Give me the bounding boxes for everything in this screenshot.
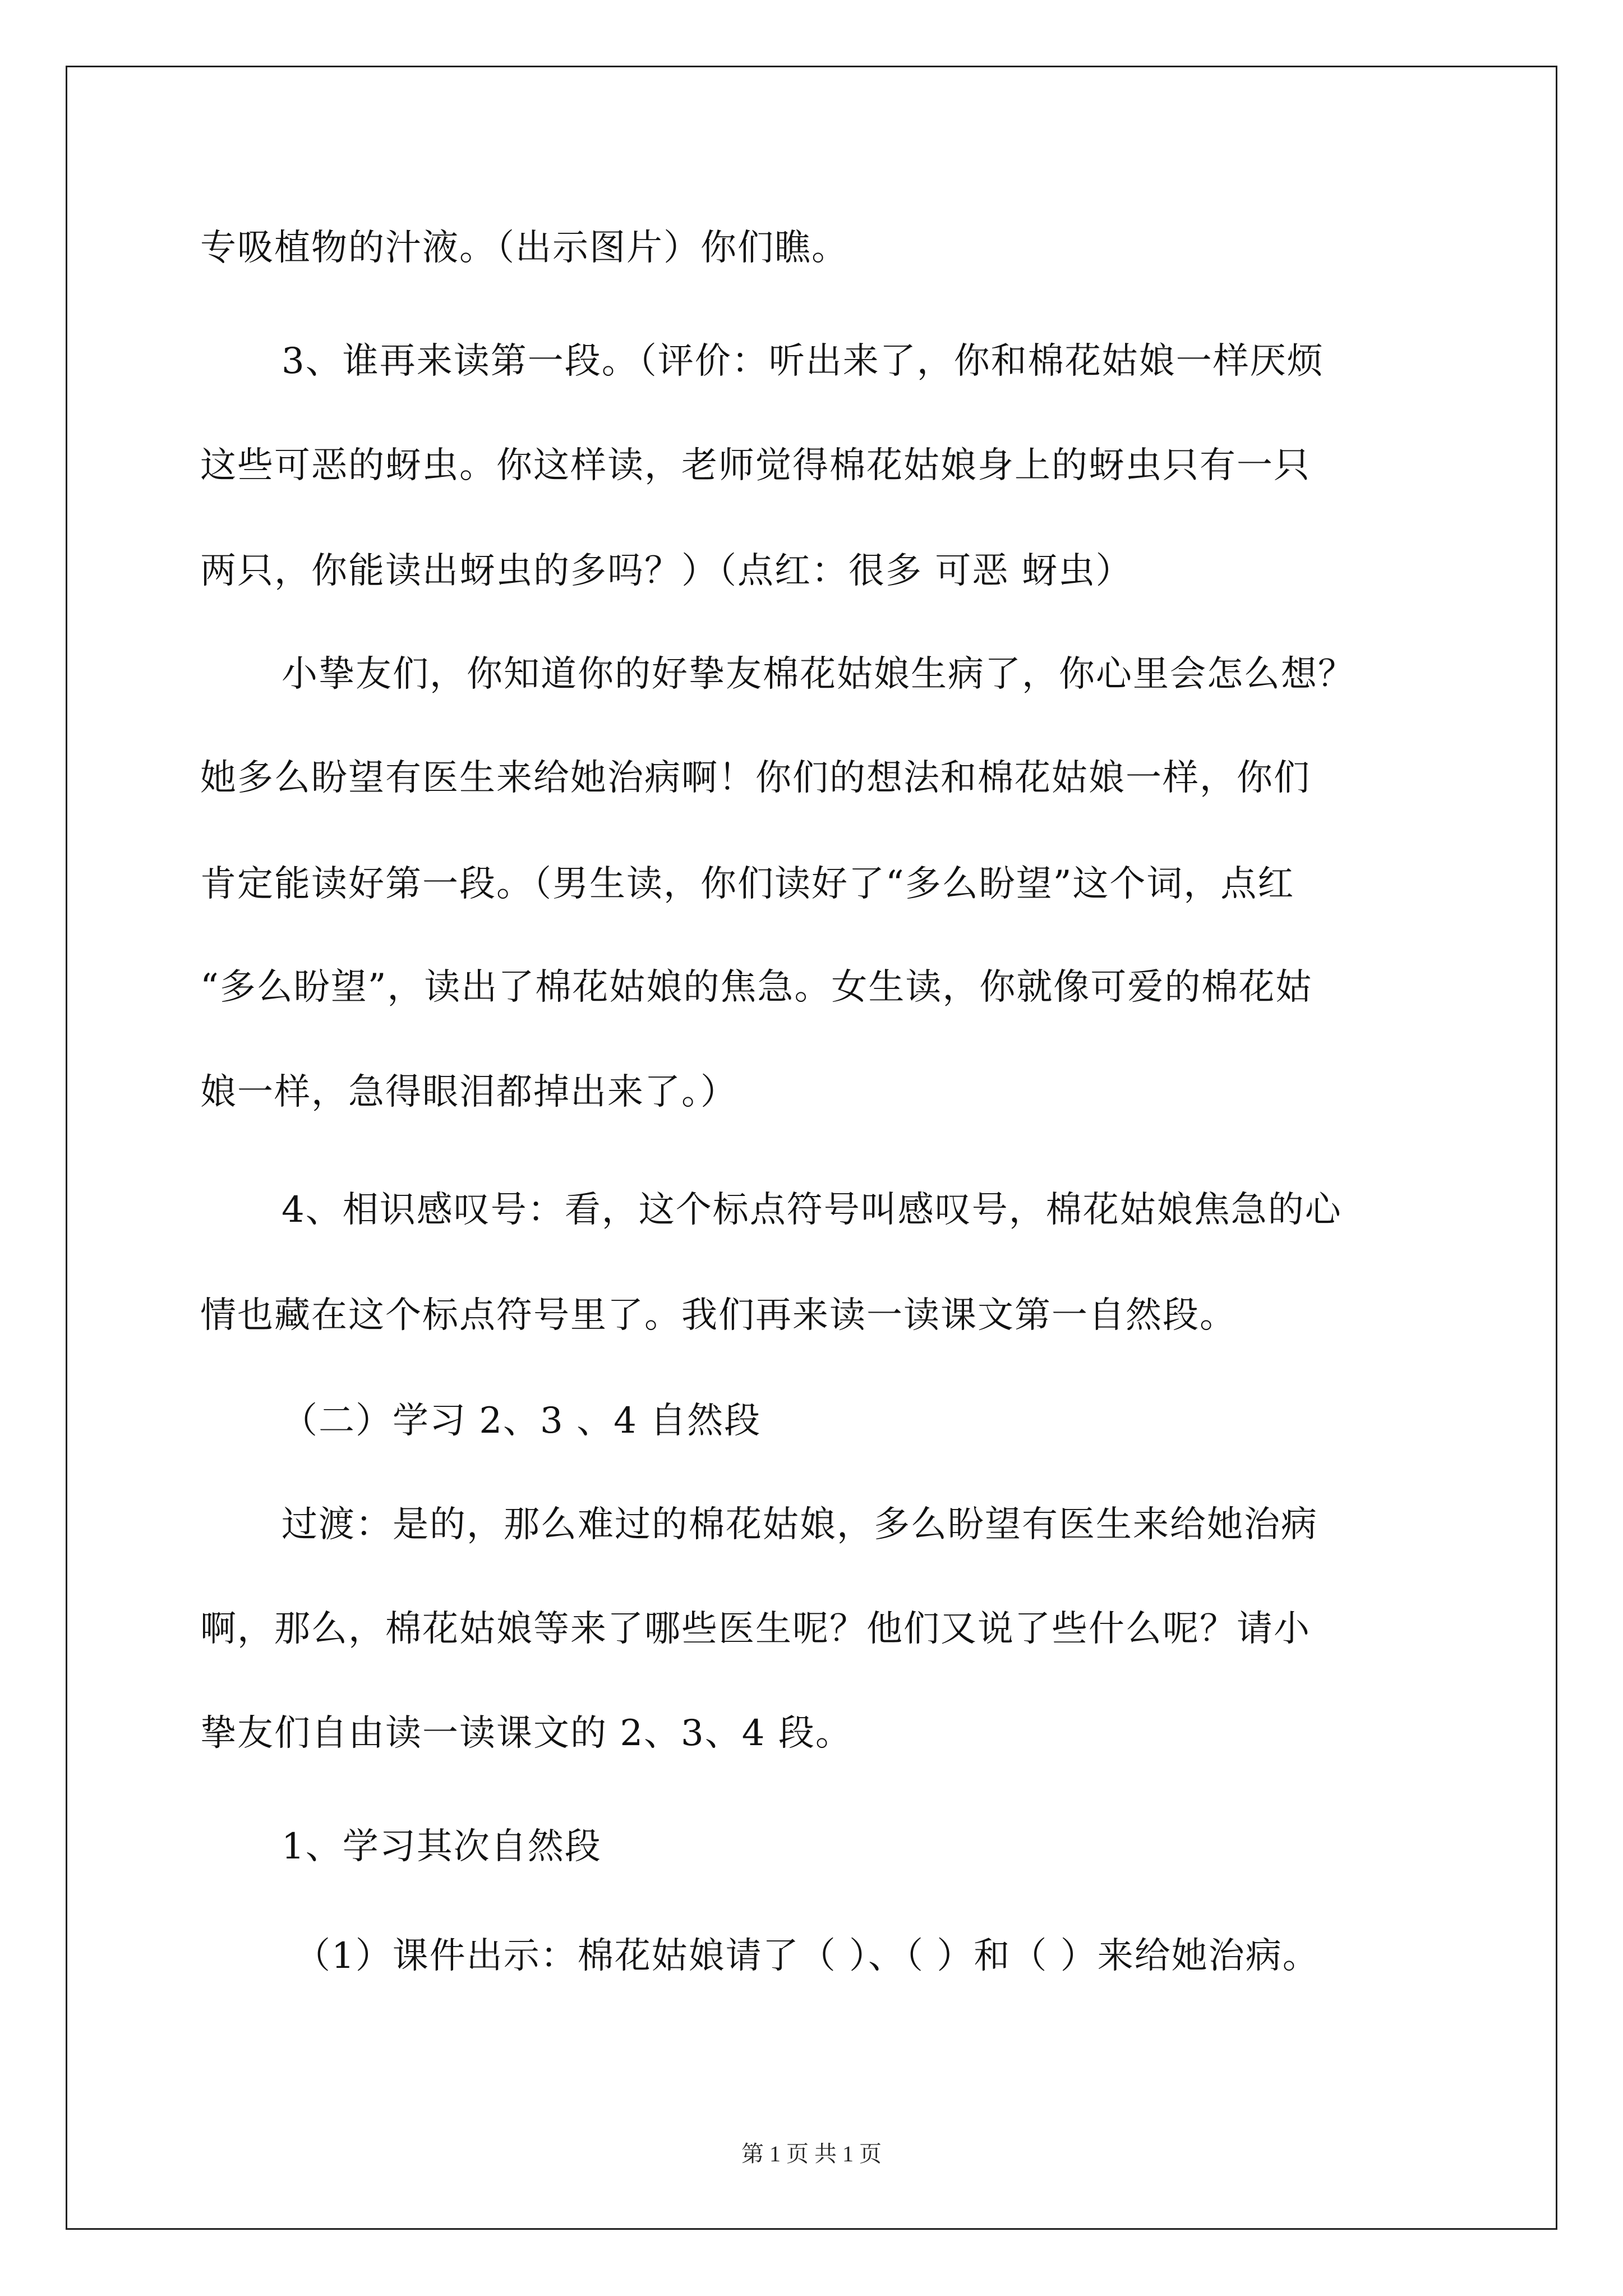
text-line: 啊，那么，棉花姑娘等来了哪些医生呢？他们又说了些什么呢？请小 <box>200 1608 1311 1650</box>
subsection-heading: 1、学习其次自然段 <box>282 1826 602 1867</box>
text-line: 她多么盼望有医生来给她治病啊！你们的想法和棉花姑娘一样，你们 <box>200 757 1311 799</box>
text-line: 过渡：是的，那么难过的棉花姑娘，多么盼望有医生来给她治病 <box>282 1504 1318 1545</box>
section-heading: （二）学习 2、3 、4 自然段 <box>282 1400 762 1442</box>
text-line: 肯定能读好第一段。（男生读，你们读好了“多么盼望”这个词，点红 <box>200 863 1295 905</box>
text-line: 3、谁再来读第一段。（评价：听出来了，你和棉花姑娘一样厌烦 <box>282 341 1324 382</box>
text-line: 两只，你能读出蚜虫的多吗？）（点红：很多 可恶 蚜虫） <box>200 550 1133 592</box>
page-border <box>66 66 1557 2230</box>
text-line: 娘一样，急得眼泪都掉出来了。） <box>200 1071 737 1113</box>
text-line: 专吸植物的汁液。（出示图片）你们瞧。 <box>200 227 849 269</box>
text-line: 挚友们自由读一读课文的 2、3、4 段。 <box>200 1713 852 1754</box>
text-line: 这些可恶的蚜虫。你这样读，老师觉得棉花姑娘身上的蚜虫只有一只 <box>200 445 1311 486</box>
text-line: 小挚友们，你知道你的好挚友棉花姑娘生病了，你心里会怎么想？ <box>282 654 1355 695</box>
text-line: 情也藏在这个标点符号里了。我们再来读一读课文第一自然段。 <box>200 1295 1237 1336</box>
text-line: “多么盼望”，读出了棉花姑娘的焦急。女生读，你就像可爱的棉花姑 <box>200 967 1313 1008</box>
text-line: （1）课件出示：棉花姑娘请了（ ）、（ ）和（ ）来给她治病。 <box>294 1935 1320 1977</box>
page-footer: 第 1 页 共 1 页 <box>741 2141 882 2166</box>
text-line: 4、相识感叹号：看，这个标点符号叫感叹号，棉花姑娘焦急的心 <box>282 1189 1342 1231</box>
